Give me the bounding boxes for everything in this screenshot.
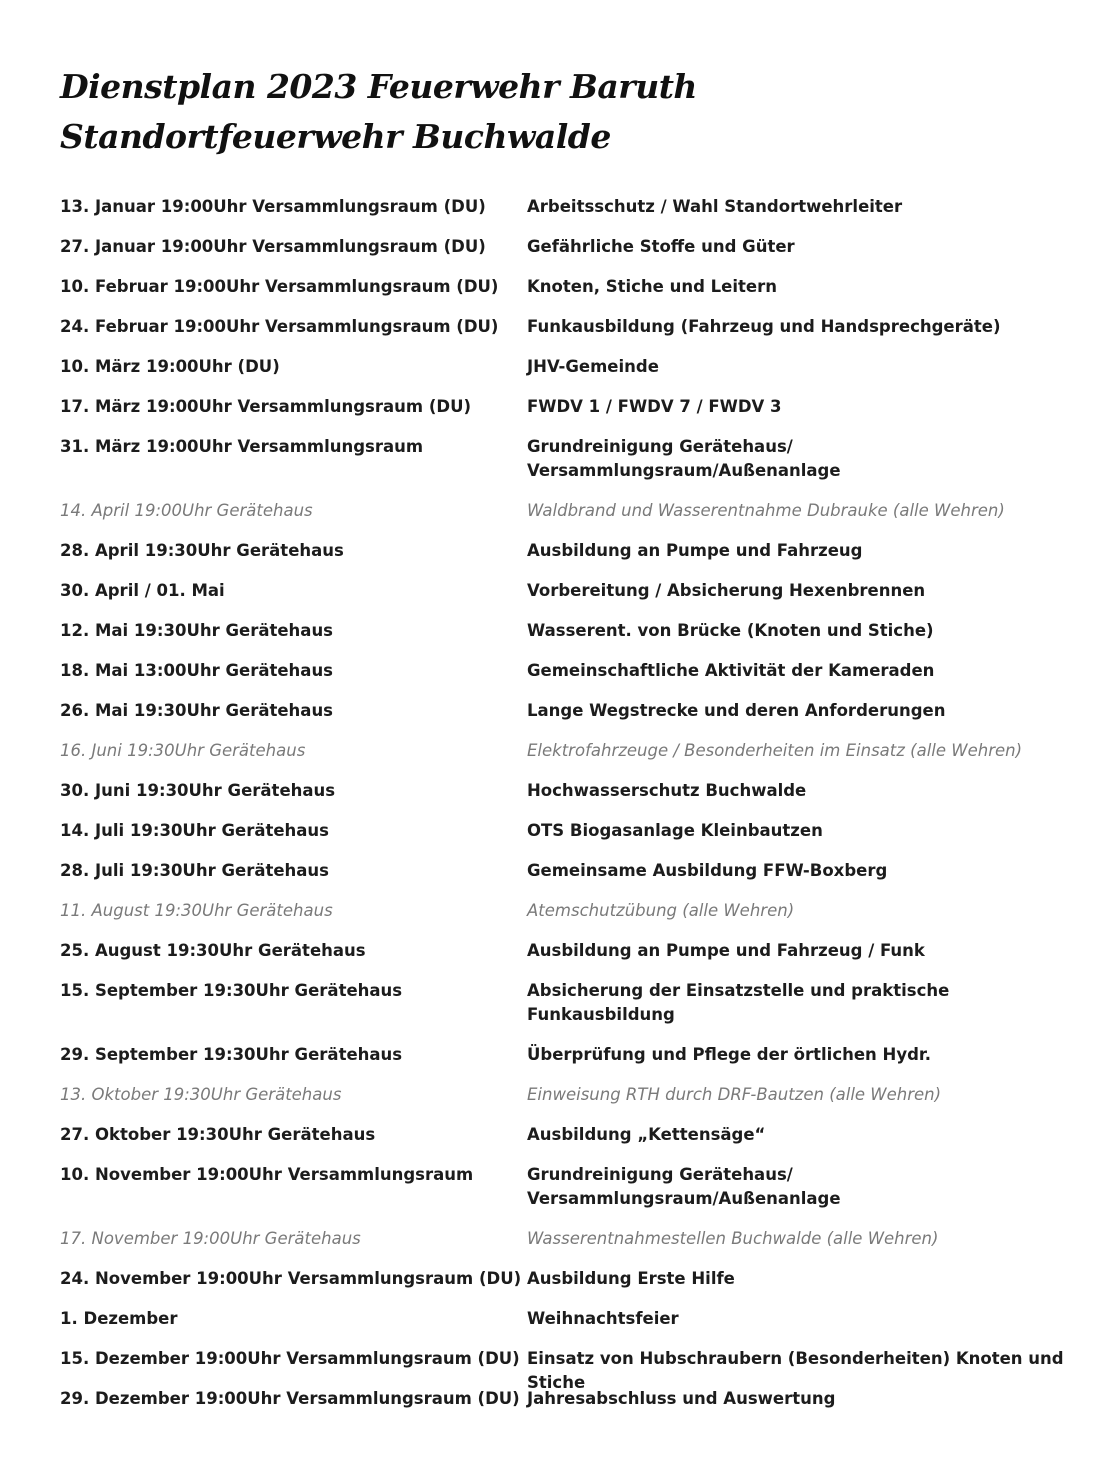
entry-topic-line: Absicherung der Einsatzstelle und praktische <box>527 981 950 1000</box>
schedule-row <box>60 313 1060 353</box>
entry-date: 14. Juli 19:30Uhr Gerätehaus <box>60 821 329 840</box>
schedule-row <box>60 1041 1060 1081</box>
entry-topic: Wasserent. von Brücke (Knoten und Stiche) <box>527 621 934 640</box>
schedule-row <box>60 817 1060 857</box>
entry-date: 1. Dezember <box>60 1309 178 1328</box>
entry-topic: Waldbrand und Wasserentnahme Dubrauke (alle Wehren) <box>527 501 1005 520</box>
schedule-row <box>60 433 1060 497</box>
entry-topic-line: Grundreinigung Gerätehaus/ <box>527 437 793 456</box>
entry-topic: Gefährliche Stoffe und Güter <box>527 237 795 256</box>
entry-topic: Ausbildung an Pumpe und Fahrzeug <box>527 541 863 560</box>
entry-topic: Überprüfung und Pflege der örtlichen Hydr. <box>527 1045 931 1064</box>
entry-date: 28. April 19:30Uhr Gerätehaus <box>60 541 344 560</box>
entry-topic-line: Versammlungsraum/Außenanlage <box>527 461 841 480</box>
entry-topic <box>527 435 1067 483</box>
entry-date: 18. Mai 13:00Uhr Gerätehaus <box>60 661 334 680</box>
schedule-row-joint <box>60 897 1060 937</box>
entry-date: 29. Dezember 19:00Uhr Versammlungsraum (DU) <box>60 1389 520 1408</box>
entry-topic: Hochwasserschutz Buchwalde <box>527 781 807 800</box>
entry-date: 24. Februar 19:00Uhr Versammlungsraum (DU) <box>60 317 499 336</box>
entry-topic: Atemschutzübung (alle Wehren) <box>527 901 795 920</box>
title-line-2: Standortfeuerwehr Buchwalde <box>60 117 611 156</box>
entry-date: 27. Oktober 19:30Uhr Gerätehaus <box>60 1125 376 1144</box>
entry-date: 24. November 19:00Uhr Versammlungsraum (DU) <box>60 1269 522 1288</box>
entry-topic: Ausbildung Erste Hilfe <box>527 1269 735 1288</box>
entry-topic-line: Grundreinigung Gerätehaus/ <box>527 1165 793 1184</box>
entry-date: 15. September 19:30Uhr Gerätehaus <box>60 981 403 1000</box>
entry-topic: Einweisung RTH durch DRF-Bautzen (alle Wehren) <box>527 1085 942 1104</box>
entry-topic: Weihnachtsfeier <box>527 1309 679 1328</box>
schedule-row-joint <box>60 1225 1060 1265</box>
entry-date: 10. Februar 19:00Uhr Versammlungsraum (DU) <box>60 277 499 296</box>
schedule-row <box>60 1345 1064 1392</box>
schedule-row <box>60 537 1060 577</box>
entry-date: 16. Juni 19:30Uhr Gerätehaus <box>60 741 306 760</box>
entry-date: 15. Dezember 19:00Uhr Versammlungsraum (DU) <box>60 1349 520 1368</box>
entry-date: 10. November 19:00Uhr Versammlungsraum <box>60 1165 474 1184</box>
schedule-list <box>60 193 1064 1425</box>
entry-topic: Ausbildung an Pumpe und Fahrzeug / Funk <box>527 941 925 960</box>
entry-topic: Gemeinsame Ausbildung FFW-Boxberg <box>527 861 888 880</box>
entry-topic: Vorbereitung / Absicherung Hexenbrennen <box>527 581 926 600</box>
title-line-1: Dienstplan 2023 Feuerwehr Baruth <box>60 67 697 106</box>
schedule-row-joint <box>60 1081 1060 1121</box>
entry-date: 25. August 19:30Uhr Gerätehaus <box>60 941 366 960</box>
entry-topic: Elektrofahrzeuge / Besonderheiten im Einsatz (alle Wehren) <box>527 741 1023 760</box>
schedule-row <box>60 1121 1060 1161</box>
schedule-row-joint <box>60 737 1060 777</box>
entry-topic: Einsatz von Hubschraubern (Besonderheiten) Knoten und Stiche <box>527 1349 1064 1392</box>
entry-topic-line: Funkausbildung <box>527 1005 675 1024</box>
entry-topic: Funkausbildung (Fahrzeug und Handsprechgeräte) <box>527 317 1001 336</box>
schedule-row <box>60 937 1060 977</box>
entry-topic: Knoten, Stiche und Leitern <box>527 277 777 296</box>
schedule-row <box>60 1385 1060 1425</box>
schedule-row <box>60 1161 1060 1225</box>
schedule-row <box>60 273 1060 313</box>
page-title <box>60 62 697 162</box>
schedule-row <box>60 233 1060 273</box>
entry-topic: FWDV 1 / FWDV 7 / FWDV 3 <box>527 397 782 416</box>
entry-topic: Wasserentnahmestellen Buchwalde (alle Wehren) <box>527 1229 939 1248</box>
entry-date: 30. Juni 19:30Uhr Gerätehaus <box>60 781 336 800</box>
entry-date: 26. Mai 19:30Uhr Gerätehaus <box>60 701 334 720</box>
schedule-row-joint <box>60 497 1060 537</box>
entry-date: 30. April / 01. Mai <box>60 581 225 600</box>
schedule-row <box>60 617 1060 657</box>
entry-topic: Jahresabschluss und Auswertung <box>527 1389 836 1408</box>
entry-date: 12. Mai 19:30Uhr Gerätehaus <box>60 621 334 640</box>
schedule-row <box>60 657 1060 697</box>
schedule-row <box>60 353 1060 393</box>
entry-date: 10. März 19:00Uhr (DU) <box>60 357 280 376</box>
schedule-row <box>60 697 1060 737</box>
entry-date: 28. Juli 19:30Uhr Gerätehaus <box>60 861 329 880</box>
entry-date: 17. November 19:00Uhr Gerätehaus <box>60 1229 361 1248</box>
schedule-row <box>60 393 1060 433</box>
schedule-row <box>60 1265 1060 1305</box>
entry-date: 17. März 19:00Uhr Versammlungsraum (DU) <box>60 397 472 416</box>
entry-date: 11. August 19:30Uhr Gerätehaus <box>60 901 333 920</box>
entry-topic: JHV-Gemeinde <box>527 357 659 376</box>
entry-topic: OTS Biogasanlage Kleinbautzen <box>527 821 823 840</box>
entry-topic <box>527 979 1067 1027</box>
entry-topic: Lange Wegstrecke und deren Anforderungen <box>527 701 946 720</box>
entry-date: 27. Januar 19:00Uhr Versammlungsraum (DU) <box>60 237 486 256</box>
entry-topic: Arbeitsschutz / Wahl Standortwehrleiter <box>527 197 903 216</box>
entry-topic: Ausbildung „Kettensäge“ <box>527 1125 766 1144</box>
entry-date: 31. März 19:00Uhr Versammlungsraum <box>60 437 424 456</box>
schedule-row <box>60 977 1060 1041</box>
entry-topic <box>527 1163 1067 1211</box>
entry-date: 13. Januar 19:00Uhr Versammlungsraum (DU) <box>60 197 486 216</box>
entry-topic: Gemeinschaftliche Aktivität der Kameraden <box>527 661 935 680</box>
schedule-row <box>60 1305 1060 1345</box>
schedule-row <box>60 577 1060 617</box>
entry-date: 14. April 19:00Uhr Gerätehaus <box>60 501 313 520</box>
entry-date: 29. September 19:30Uhr Gerätehaus <box>60 1045 403 1064</box>
entry-topic-line: Versammlungsraum/Außenanlage <box>527 1189 841 1208</box>
schedule-row <box>60 193 1060 233</box>
schedule-row <box>60 857 1060 897</box>
schedule-row <box>60 777 1060 817</box>
entry-date: 13. Oktober 19:30Uhr Gerätehaus <box>60 1085 342 1104</box>
